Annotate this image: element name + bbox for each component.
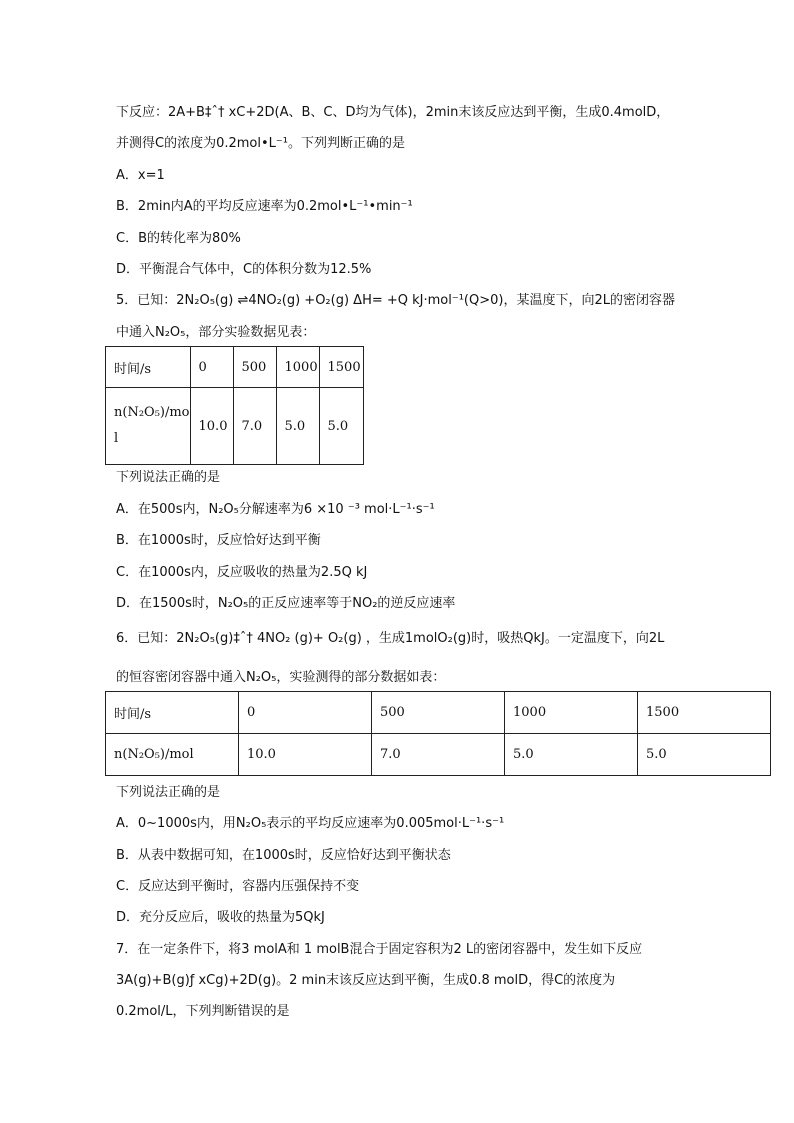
question-5-prompt: 下列说法正确的是 — [116, 470, 221, 485]
table-header-cell: 1000 — [276, 347, 319, 388]
table-header-cell: 500 — [372, 692, 505, 734]
table-header-cell: 1000 — [505, 692, 638, 734]
row-label-part-1: n(N₂O₅)/mo — [114, 405, 190, 420]
question-7-stem-line-1: 7．在一定条件下，将3 molA和 1 molB混合于固定容积为2 L的密闭容器中，发生如下反应 — [116, 942, 643, 957]
table-header-cell: 0 — [190, 347, 233, 388]
question-4-stem-line-2: 并测得C的浓度为0.2mol•L⁻¹。下列判断正确的是 — [116, 136, 405, 151]
question-6-data-table — [105, 691, 771, 776]
question-5-data-table — [105, 346, 364, 465]
question-6-option-b: B．从表中数据可知，在1000s时，反应恰好达到平衡状态 — [116, 848, 451, 863]
table-row — [106, 347, 364, 388]
question-4-option-a: A．x=1 — [116, 168, 165, 183]
table-row — [106, 692, 771, 734]
table-cell: 7.0 — [372, 734, 505, 776]
table-header-cell: 500 — [233, 347, 276, 388]
row-label-part-2: l — [114, 431, 119, 446]
table-cell: 7.0 — [233, 388, 276, 465]
table-header-cell: 1500 — [319, 347, 363, 388]
question-5-option-b: B．在1000s时，反应恰好达到平衡 — [116, 533, 321, 548]
question-6-stem-line-1: 6．已知：2N₂O₅(g)‡ˆ† 4NO₂ (g)+ O₂(g) ，生成1molO₂(g)时，吸热QkJ。一定温度下，向2L — [116, 631, 665, 646]
question-5-option-d: D．在1500s时，N₂O₅的正反应速率等于NO₂的逆反应速率 — [116, 596, 456, 611]
question-4-option-c: C．B的转化率为80% — [116, 231, 241, 246]
question-5-option-c: C．在1000s内，反应吸收的热量为2.5Q kJ — [116, 565, 368, 580]
question-6-option-a: A．0~1000s内，用N₂O₅表示的平均反应速率为0.005mol·L⁻¹·s⁻¹ — [116, 816, 505, 831]
table-row — [106, 388, 364, 465]
question-6-prompt: 下列说法正确的是 — [116, 785, 221, 800]
question-5-option-a: A．在500s内，N₂O₅分解速率为6 ×10 ⁻³ mol·L⁻¹·s⁻¹ — [116, 502, 435, 517]
table-row-label — [106, 388, 191, 465]
question-5-stem-line-2: 中通入N₂O₅，部分实验数据见表： — [116, 325, 316, 340]
table-header-cell: 时间/s — [106, 692, 239, 734]
question-4-option-d: D．平衡混合气体中，C的体积分数为12.5% — [116, 262, 372, 277]
question-6-option-c: C．反应达到平衡时，容器内压强保持不变 — [116, 879, 360, 894]
table-row-label: n(N₂O₅)/mol — [106, 734, 239, 776]
question-7-stem-line-2: 3A(g)+B(g)ƒ xCg)+2D(g)。2 min末该反应达到平衡，生成0.8 molD，得C的浓度为 — [116, 973, 616, 988]
table-header-cell: 1500 — [638, 692, 771, 734]
table-cell: 5.0 — [319, 388, 363, 465]
table-row — [106, 734, 771, 776]
table-header-cell: 0 — [239, 692, 372, 734]
question-6-option-d: D．充分反应后，吸收的热量为5QkJ — [116, 910, 325, 925]
table-cell: 5.0 — [505, 734, 638, 776]
table-cell: 10.0 — [190, 388, 233, 465]
table-header-cell: 时间/s — [106, 347, 191, 388]
table-cell: 5.0 — [638, 734, 771, 776]
question-5-stem-line-1: 5．已知：2N₂O₅(g) ⇌4NO₂(g) +O₂(g) ΔH= +Q kJ·mol⁻¹(Q>0)，某温度下，向2L的密闭容器 — [116, 293, 675, 308]
question-6-stem-line-2: 的恒容密闭容器中通入N₂O₅，实验测得的部分数据如表： — [116, 670, 446, 685]
table-cell: 5.0 — [276, 388, 319, 465]
question-4-option-b: B．2min内A的平均反应速率为0.2mol•L⁻¹•min⁻¹ — [116, 199, 413, 214]
question-7-stem-line-3: 0.2mol/L，下列判断错误的是 — [116, 1004, 290, 1019]
question-4-stem-line-1: 下反应：2A+B‡ˆ† xC+2D(A、B、C、D均为气体)，2min末该反应达到平衡，生成0.4molD， — [116, 105, 670, 120]
table-cell: 10.0 — [239, 734, 372, 776]
